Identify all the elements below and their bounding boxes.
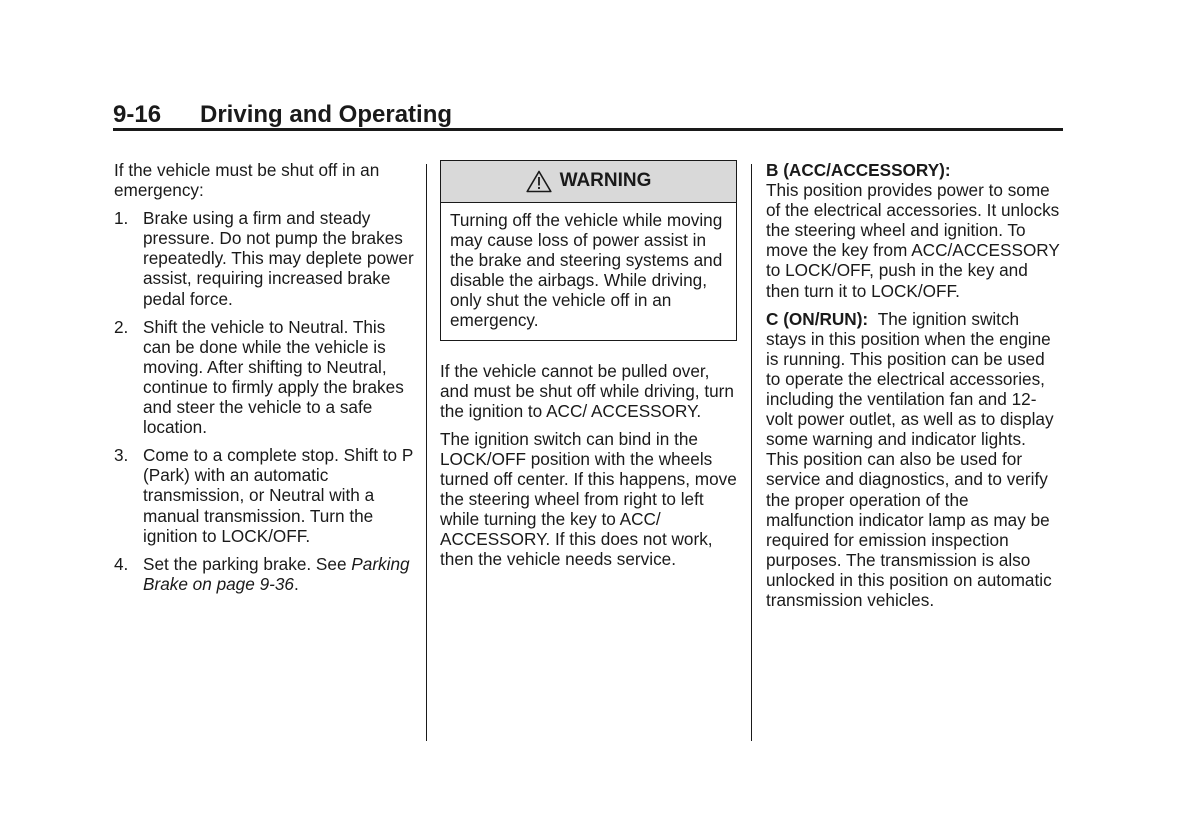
column-divider-1: [426, 164, 427, 741]
step-number: 1.: [114, 208, 129, 229]
intro-paragraph: If the vehicle must be shut off in an emergency:: [114, 160, 380, 201]
step-number: 3.: [114, 445, 129, 466]
step-number: 4.: [114, 553, 129, 574]
list-item: [114, 554, 414, 594]
section-b-heading: B (ACC/ACCESSORY):: [766, 160, 951, 180]
column-divider-2: [751, 164, 752, 741]
paragraph: The ignition switch can bind in the LOCK/OFF position with the wheels turned off center. If this happens, move the steering wheel from right to left while turning the key to ACC/ ACCESSORY. If this does not work, then the vehicle needs service.: [440, 428, 737, 570]
list-item: [114, 317, 414, 438]
header-rule: [113, 128, 1063, 131]
section-b: [766, 160, 1061, 301]
warning-title: WARNING: [559, 170, 652, 192]
step-text: Come to a complete stop. Shift to P (Park) with an automatic transmission, or Neutral with a manual transmission. Turn the ignition to LOCK/OFF.: [143, 445, 414, 546]
section-b-text: This position provides power to some of the electrical accessories. It unlocks the steering wheel and ignition. To move the key from ACC/ACCESSORY to LOCK/OFF, push in the key and then turn it to LOCK/OFF.: [766, 180, 1060, 301]
column-2: [440, 160, 740, 578]
step-suffix: .: [293, 573, 299, 594]
list-item: [114, 208, 414, 308]
column-1: [114, 160, 414, 602]
warning-box: [440, 160, 737, 341]
list-item: [114, 445, 414, 545]
emergency-steps-list: [114, 208, 414, 594]
warning-header: [441, 161, 736, 203]
paragraph: If the vehicle cannot be pulled over, and must be shut off while driving, turn the ignition to ACC/ ACCESSORY.: [440, 360, 734, 421]
warning-body: Turning off the vehicle while moving may cause loss of power assist in the brake and steering systems and disable the airbags. While driving, only shut the vehicle off in an emergency.: [450, 210, 723, 331]
page-header: [113, 99, 452, 131]
section-title: Driving and Operating: [200, 101, 453, 128]
section-c-heading: C (ON/RUN):: [766, 308, 869, 329]
step-text: Brake using a firm and steady pressure. Do not pump the brakes repeatedly. This may deplete power assist, requiring increased brake pedal force.: [143, 208, 414, 309]
section-c-text: The ignition switch stays in this position when the engine is running. This position can be used to operate the electrical accessories, including the ventilation fan and 12-volt power outlet, as well as to display some warning and indicator lights. This position can also be used for service and diagnostics, and to verify the proper operation of the malfunction indicator lamp as may be required for emission inspection purposes. The transmission is also unlocked in this position on automatic transmission vehicles.: [766, 308, 1054, 610]
step-number: 2.: [114, 316, 129, 337]
page-number: 9-16: [113, 101, 162, 128]
step-text: Shift the vehicle to Neutral. This can be done while the vehicle is moving. After shifting to Neutral, continue to firmly apply the brakes and steer the vehicle to a safe location.: [143, 316, 404, 438]
step-text: Set the parking brake. See: [143, 553, 352, 574]
section-c: [766, 309, 1061, 610]
column-3: [766, 160, 1061, 618]
warning-triangle-icon: [526, 170, 552, 193]
page-reference-link[interactable]: Parking Brake on page 9-36: [143, 553, 410, 594]
